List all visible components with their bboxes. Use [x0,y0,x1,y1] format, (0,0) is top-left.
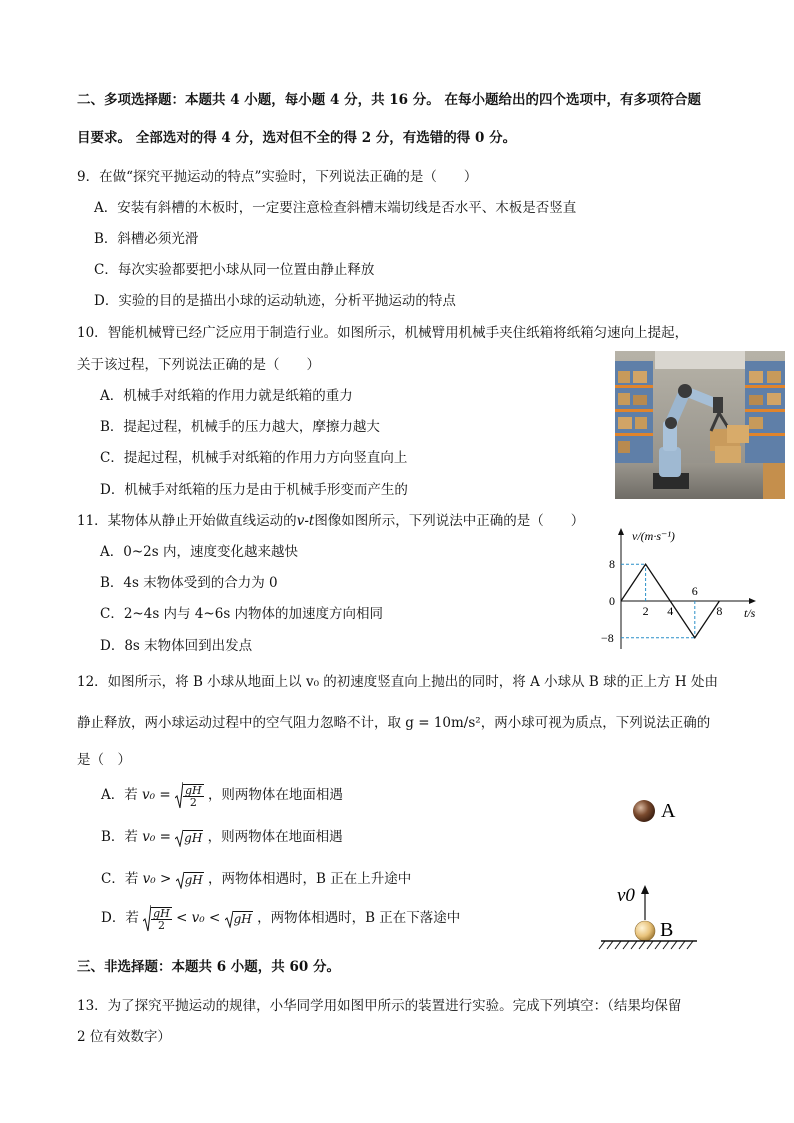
q9-option-c: C．每次实验都要把小球从同一位置由静止释放 [94,262,375,278]
q12-d-radicand: gH [233,911,252,926]
q12-d-suffix: ，两物体相遇时，B 正在下落途中 [257,910,461,926]
q12-a-suffix: ，则两物体在地面相遇 [207,787,343,803]
q12-d-den: 2 [157,918,165,932]
q9-stem: 9．在做“探究平抛运动的特点”实验时，下列说法正确的是（ ） [77,169,478,185]
q12-c-suffix: ，两物体相遇时，B 正在上升途中 [208,871,412,887]
q12-a-eq: = [159,787,171,803]
section2-title-line2: 目要求。 全部选对的得 4 分，选对但不全的得 2 分，有选错的得 0 分。 [77,130,517,146]
v0-arrowhead [641,885,649,894]
q12-stem-line1: 12．如图所示，将 B 小球从地面上以 v₀ 的初速度竖直向上抛出的同时，将 A 小球从 B 球的正上方 H 处由 [77,674,718,690]
q12-a-den: 2 [189,795,197,809]
q12-c-sqrt [176,870,204,890]
robot-arm-photo [615,351,785,499]
q11-option-a: A．0~2s 内，速度变化越来越快 [100,544,298,560]
q12-d-num: gH [153,906,170,920]
q10-option-b: B．提起过程，机械手的压力越大，摩擦力越大 [100,419,380,435]
q12-d-v0: v₀ [191,910,205,926]
q9-option-b: B．斜槽必须光滑 [94,231,199,247]
q11-option-b: B．4s 末物体受到的合力为 0 [100,575,278,591]
q11-stem-vt: v-t [296,513,315,529]
section2-title-line1: 二、多项选择题：本题共 4 小题，每小题 4 分，共 16 分。 在每小题给出的四个选项中，有多项符合题 [77,92,701,108]
x-tick-4: 4 [667,604,674,618]
q12-b-suffix: ，则两物体在地面相遇 [207,829,343,845]
q10-option-c: C．提起过程，机械手对纸箱的作用力方向竖直向上 [100,450,408,466]
x-axis-arrow [749,598,756,604]
section3-title: 三、非选择题：本题共 6 小题，共 60 分。 [77,959,340,975]
y-tick-2: −8 [601,630,614,645]
q10-stem-line1: 10．智能机械臂已经广泛应用于制造行业。如图所示，机械臂用机械手夹住纸箱将纸箱匀速向上提起， [77,325,689,341]
x-tick-8: 8 [716,604,723,618]
q12-b-sqrt [175,828,203,848]
q10-option-a: A．机械手对纸箱的作用力就是纸箱的重力 [100,388,353,404]
y-tick-0: 8 [609,557,615,572]
y-tick-1: 0 [609,594,615,608]
q11-option-c: C．2~4s 内与 4~6s 内物体的加速度方向相同 [100,606,384,622]
y-axis-label: v/(m·s⁻¹) [632,529,675,543]
q12-option-c [101,869,411,890]
q11-stem-b: 图像如图所示，下列说法中正确的是（ ） [314,513,585,529]
vt-graph [600,524,770,664]
q12-stem-line3: 是（ ） [77,752,131,768]
q12-a-num: gH [185,783,202,797]
q12-c-gt: > [159,871,172,887]
q12-option-d [101,904,460,933]
q11-stem [77,512,584,530]
q13-line2: 2 位有效数字） [77,1029,171,1045]
ball-a-label: A [661,800,676,822]
q12-a-v0: v₀ [142,787,156,803]
ball-a [633,800,655,822]
ground-hatch [599,941,693,949]
q12-option-b [101,827,343,848]
q13-line1: 13．为了探究平抛运动的规律，小华同学用如图甲所示的装置进行实验。完成下列填空：（结果均保留 [77,998,682,1014]
q12-c-v0: v₀ [142,871,156,887]
q10-option-d: D．机械手对纸箱的压力是由于机械手形变而产生的 [100,482,408,498]
q12-d-sqrt-frac [143,904,172,933]
q9-option-d: D．实验的目的是描出小球的运动轨迹，分析平抛运动的特点 [94,293,456,309]
q10-stem-line2: 关于该过程，下列说法正确的是（ ） [77,357,320,373]
q11-option-d: D．8s 末物体回到出发点 [100,638,253,654]
q12-c-radicand: gH [184,872,203,887]
q12-d-lt1: < [176,910,188,926]
q12-b-radicand: gH [184,830,203,845]
q12-a-sqrt [175,781,204,810]
q12-b-eq: = [159,829,171,845]
y-axis-arrow [618,528,624,535]
q12-c-prefix: C．若 [101,871,139,887]
x-tick-6: 6 [691,584,698,598]
x-axis-label: t/s [744,606,756,620]
q12-d-prefix: D．若 [101,910,139,926]
ball-b [635,921,655,941]
q12-a-prefix: A．若 [101,787,138,803]
ball-b-label: B [660,919,674,941]
x-tick-2: 2 [642,604,649,618]
q9-option-a: A．安装有斜槽的木板时，一定要注意检查斜槽末端切线是否水平、木板是否竖直 [94,200,577,216]
v0-label: v0 [617,885,635,906]
q12-option-a [101,781,343,810]
q12-b-v0: v₀ [142,829,156,845]
q11-stem-a: 11．某物体从静止开始做直线运动的 [77,513,297,529]
q12-b-prefix: B．若 [101,829,138,845]
q12-d-sqrt [225,905,253,933]
q12-d-lt2: < [209,910,221,926]
balls-diagram [595,790,705,955]
q12-stem-line2: 静止释放，两小球运动过程中的空气阻力忽略不计，取 g = 10m/s²，两小球可视为质点，下列说法正确的 [77,715,711,731]
